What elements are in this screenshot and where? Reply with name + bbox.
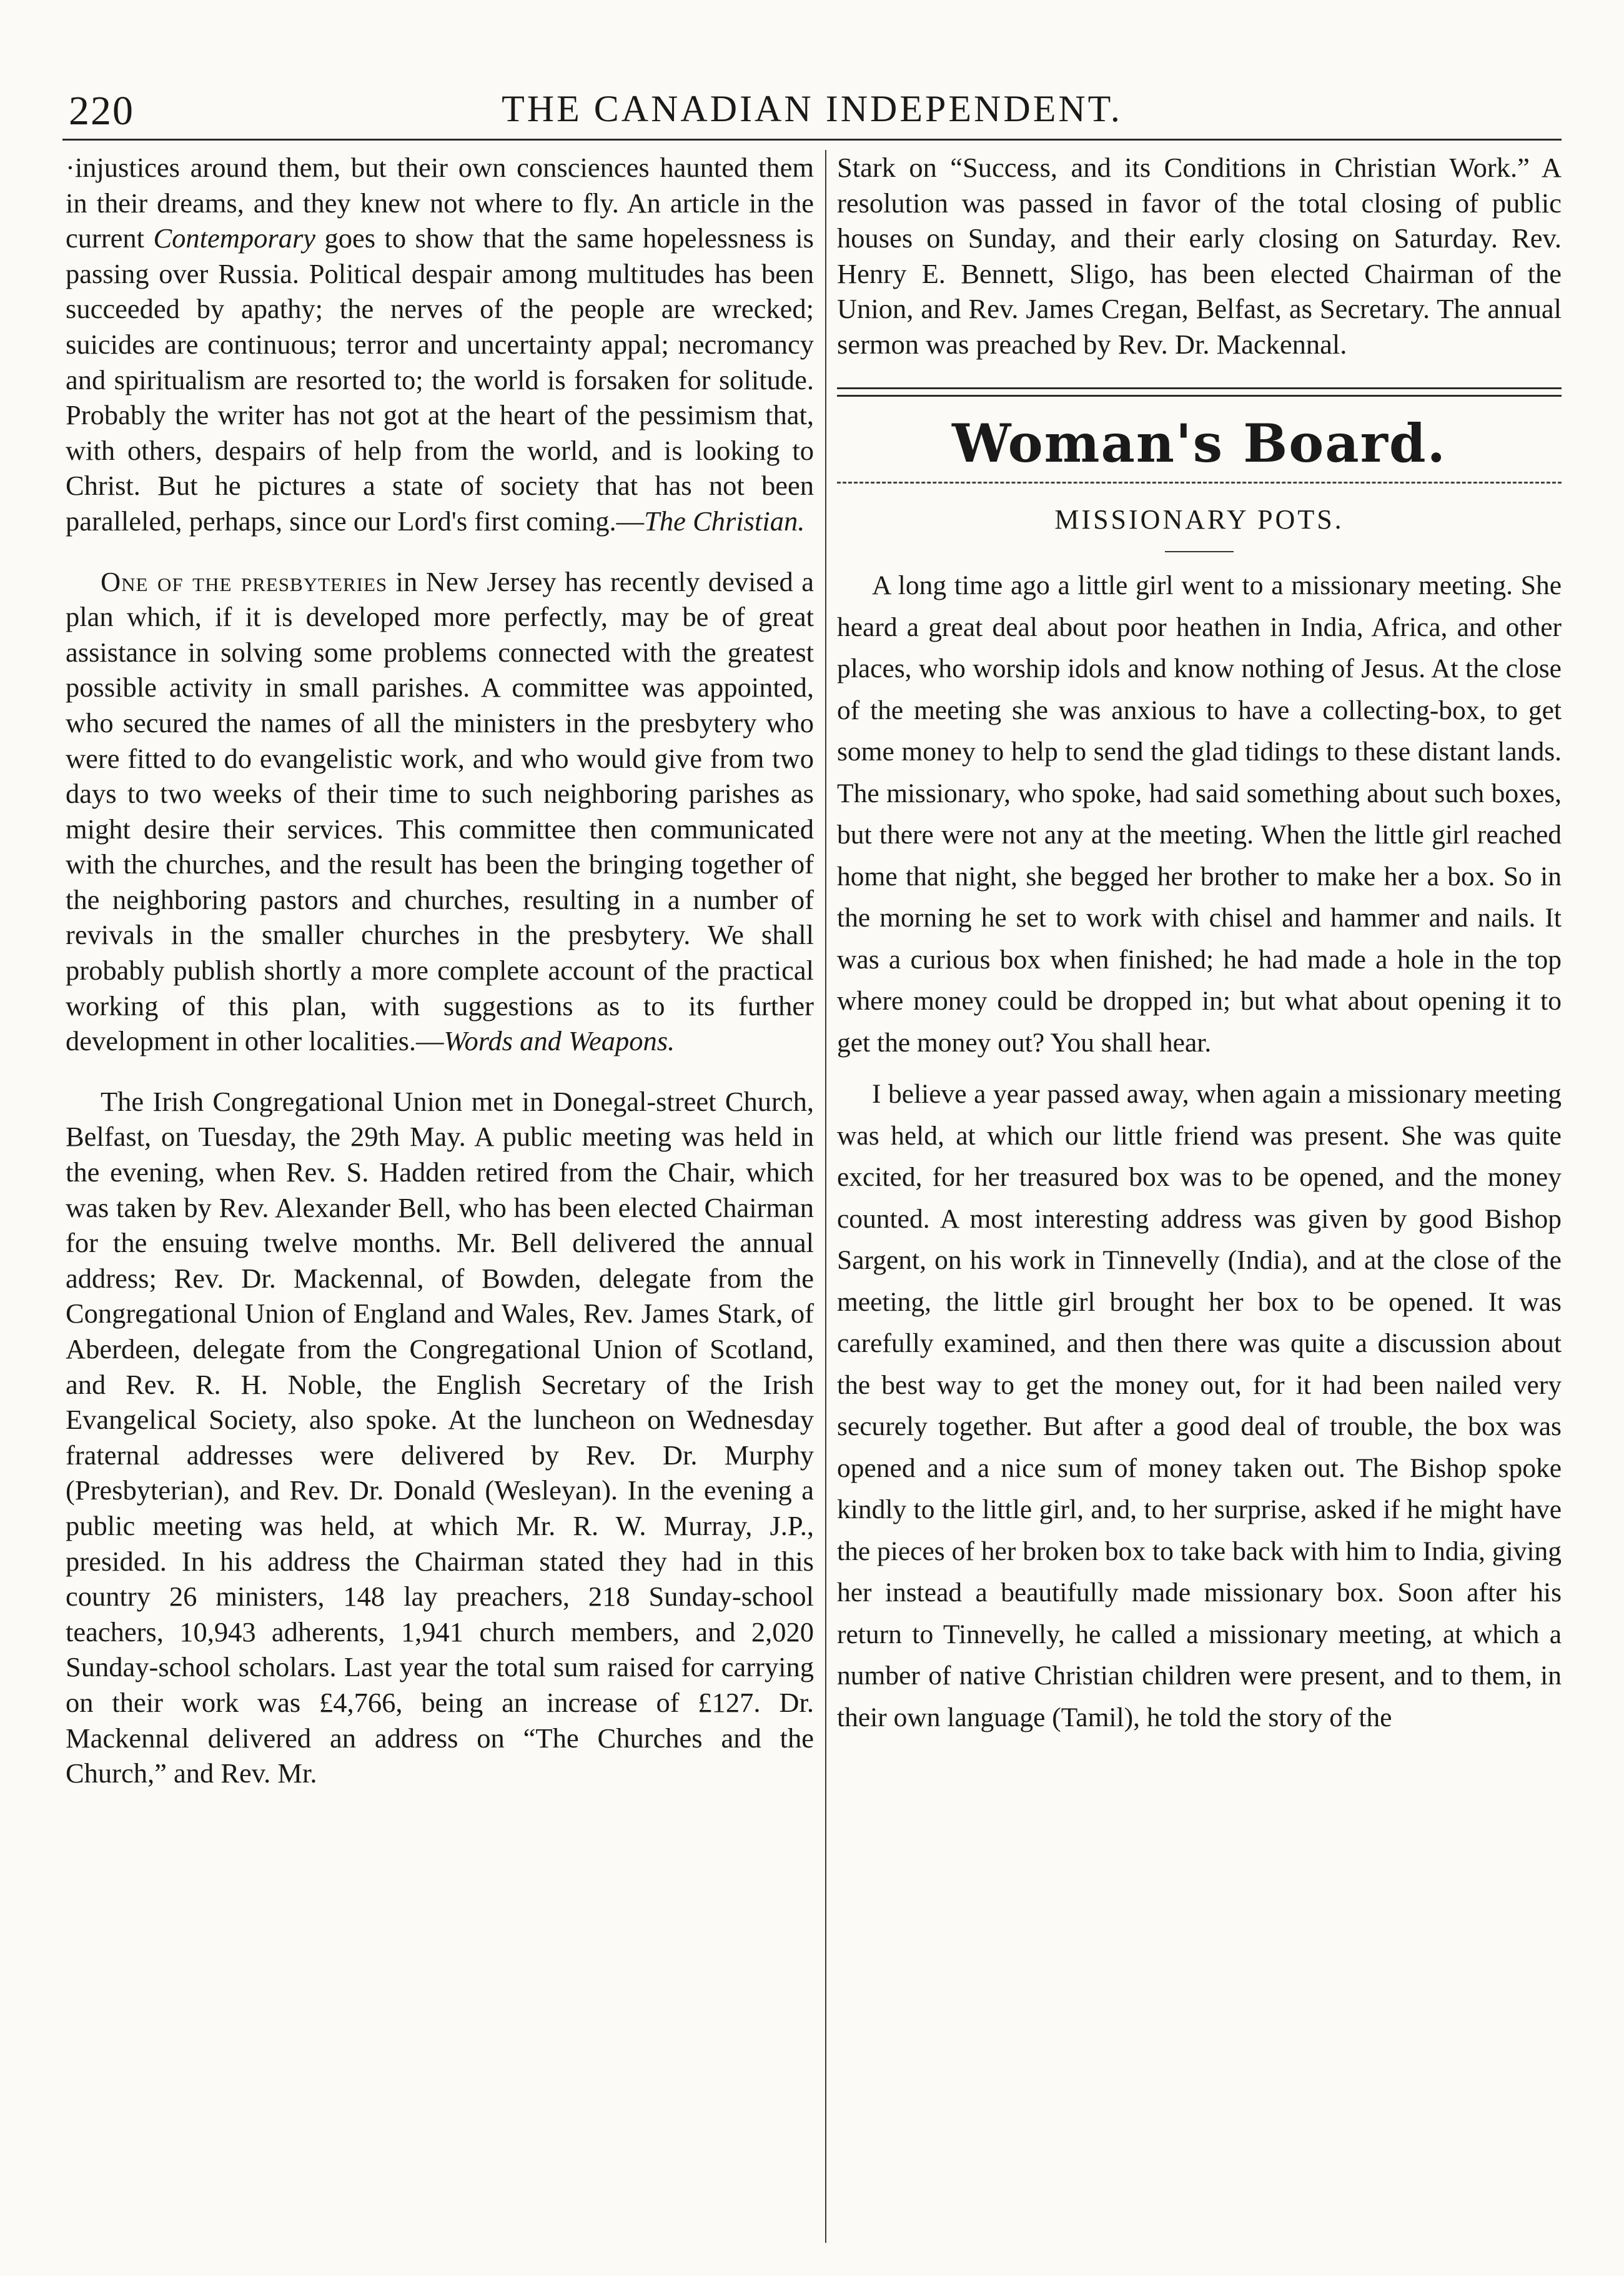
article-irish-union: The Irish Congregational Union met in Donegal-street Church, Belfast, on Tuesday, the 29th May. A public meeting was held in the evening, when Rev. S. Hadden retired from the Chair, which was taken by Rev. Alexander Bell, who has been elected Chairman for the ensuing twelve months. Mr. Bell delivered the annual address; Rev. Dr. Mackennal, of Bowden, delegate from the Congregational Union of England and Wales, Rev. James Stark, of Aberdeen, delegate from the Congregational Union of Scotland, and Rev. R. H. Noble, the English Secretary of the Irish Evangelical Society, also spoke. At the luncheon on Wednesday fraternal addresses were delivered by Rev. Dr. Murphy (Presbyterian), and Rev. Dr. Donald (Wesleyan). In the evening a public meeting was held, at which Mr. R. W. Murray, J.P., presided. In his address the Chairman stated they had in this country 26 ministers, 148 lay preachers, 218 Sunday-school teachers, 10,943 adherents, 1,941 church members, and 2,020 Sunday-school scholars. Last year the total sum raised for carrying on their work was £4,766, being an increase of £127. Dr. Mackennal delivered an address on “The Churches and the Church,” and Rev. Mr.: [66, 1085, 814, 1789]
section-double-rule: [837, 387, 1562, 397]
section-title: Woman's Board.: [952, 412, 1447, 474]
article-irish-union-continued: Stark on “Success, and its Conditions in Christian Work.” A resolution was passed in favor of the total closing of public houses on Sunday, and their early closing on Saturday. Rev. Henry E. Bennett, Sligo, has been elected Chairman of the Union, and Rev. James Cregan, Belfast, as Secretary. The annual sermon was preached by Rev. Dr. Mackennal.: [837, 152, 1562, 360]
left-column: [66, 150, 814, 1791]
header-rule: [62, 139, 1562, 141]
right-column: [837, 150, 1562, 1738]
page-number: 220: [69, 88, 134, 134]
article-paragraph: I believe a year passed away, when again a missionary meeting was held, at which our little friend was present. She was quite excited, for her treasured box was to be opened, and the money counted. A most interesting address was given by good Bishop Sargent, on his work in Tinnevelly (India), and at the close of the meeting, the little girl brought her box to be opened. It was carefully examined, and then there was quite a discussion about the best way to get the money out, for it had been nailed very securely together. But after a good deal of trouble, the box was opened and a nice sum of money taken out. The Bishop spoke kindly to the little girl, and, to her surprise, asked if he might have the pieces of her broken box to take back with him to India, giving her instead a beautifully made missionary box. Soon after his return to Tinnevelly, he called a missionary meeting, at which a number of native Christian children were present, and to them, in their own language (Tamil), he told the story of the: [837, 1079, 1562, 1732]
article-presbyteries: One of the presbyteries in New Jersey has recently devised a plan which, if it is developed more perfectly, may be of great assistance in solving some problems connected with the greatest possible activity in small parishes. A committee was appointed, who secured the names of all the ministers in the presbytery who were fitted to do evangelistic work, and who would give from two days to two weeks of their time to such neighboring parishes as might desire their services. This committee then communicated with the churches, and the result has been the bringing together of the neighboring pastors and churches, resulting in a number of revivals in the smaller churches in the presbytery. We shall probably publish shortly a more complete account of the practical working of this plan, with suggestions as to its further development in other localities.—Words and Weapons.: [66, 565, 814, 1057]
lead-words: One of the presbyteries: [101, 565, 388, 597]
section-dashed-rule: [837, 482, 1562, 484]
article-pessimism: ·injustices around them, but their own consciences haunted them in their dreams, and they knew not where to fly. An article in the current Contemporary goes to show that the same hopelessness is passing over Russia. Political despair among multitudes has been succeeded by apathy; the nerves of the people are wrecked; suicides are continuous; terror and uncertainty appal; necromancy and spiritualism are resorted to; the world is forsaken for solitude. Probably the writer has not got at the heart of the pessimism that, with others, despairs of help from the world, and is looking to Christ. But he pictures a state of society that has not been paralleled, perhaps, since our Lord's first coming.—The Christian.: [66, 152, 814, 537]
article-missionary-pots: [837, 565, 1562, 1738]
article-source: Words and Weapons.: [443, 1025, 675, 1057]
publication-name: Contemporary: [153, 222, 316, 254]
journal-title: THE CANADIAN INDEPENDENT.: [502, 88, 1122, 129]
page-header: [56, 81, 1568, 137]
title-rule: [1165, 551, 1234, 552]
article-source: The Christian.: [644, 505, 805, 537]
article-paragraph: A long time ago a little girl went to a missionary meeting. She heard a great deal about poor heathen in India, Africa, and other places, who worship idols and know nothing of Jesus. At the close of the meeting she was anxious to have a collecting-box, to get some money to help to send the glad tidings to these distant lands. The missionary, who spoke, had said something about such boxes, but there were not any at the meeting. When the little girl reached home that night, she begged her brother to make her a box. So in the morning he set to work with chisel and hammer and nails. It was a curious box when finished; he had made a hole in the top where money could be dropped in; but what about opening it to get the money out? You shall hear.: [837, 570, 1562, 1058]
article-title: MISSIONARY POTS.: [1054, 504, 1344, 535]
column-divider: [825, 150, 826, 2243]
